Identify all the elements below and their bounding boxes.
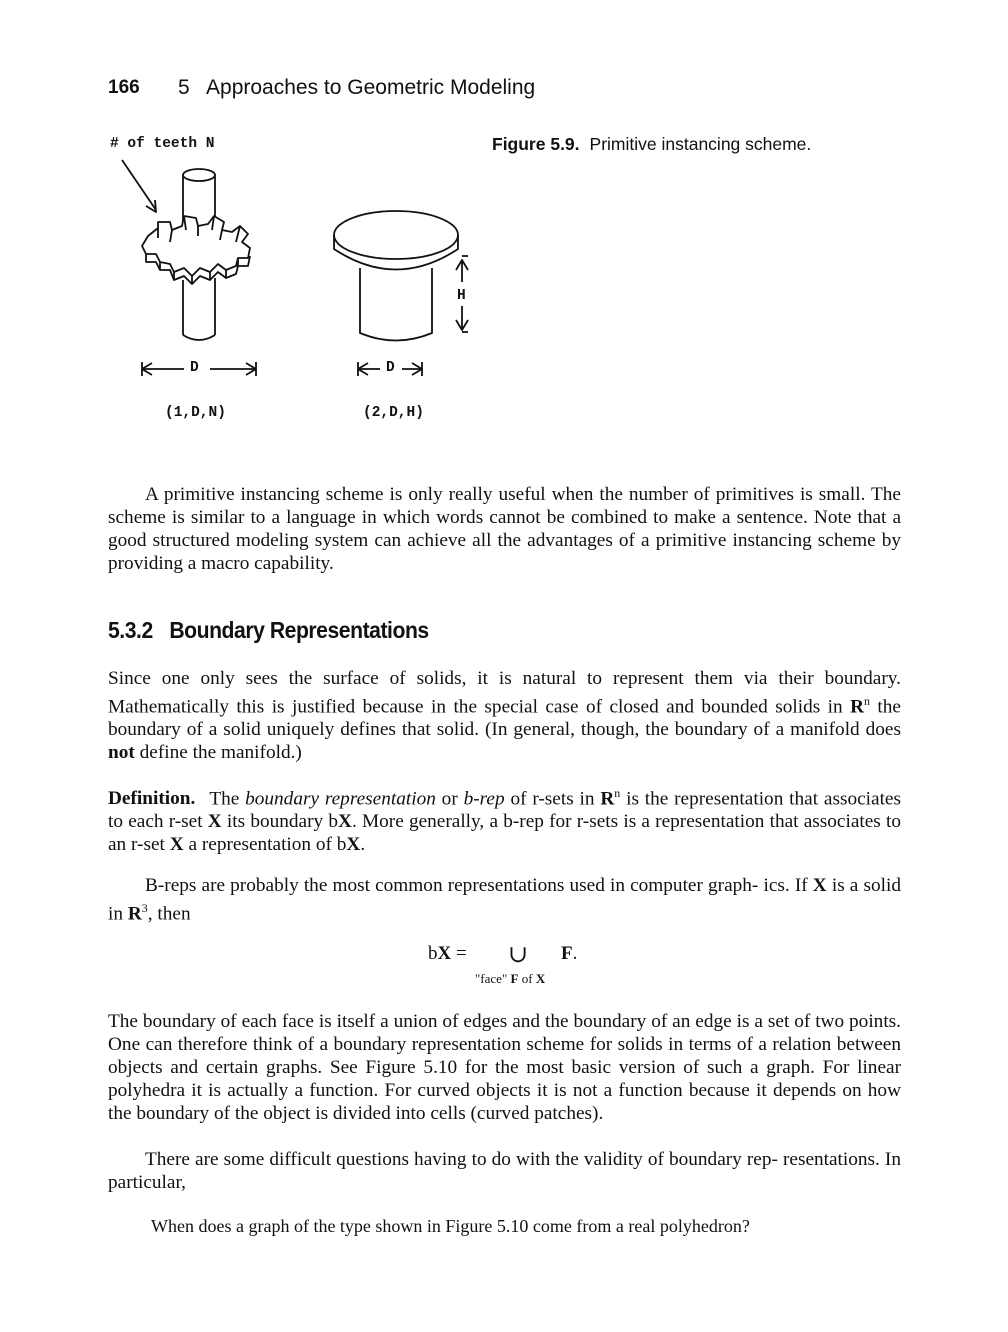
subscript-face: "face": [475, 971, 508, 986]
para2-text-b: the boundary of a solid uniquely defines that solid. (In general, though, the boundary of a manifold does: [108, 696, 901, 741]
definition-text: a representation of b: [183, 834, 347, 856]
section-heading: [108, 617, 429, 644]
math-three: 3: [141, 901, 148, 915]
math-X: X: [338, 811, 352, 833]
formula-equals: =: [451, 943, 467, 964]
math-R: R: [127, 903, 142, 925]
para2-text-a: Since one only sees the surface of solids, it is natural to represent them via their boundary. Mathematically this is justified because in the special case of closed and bounded solids in: [108, 668, 901, 718]
primitive-instancing-figure: [100, 150, 500, 390]
formula-subscript: [475, 971, 545, 987]
math-X: X: [812, 875, 827, 896]
cylinder-primitive: [334, 211, 458, 341]
section-number: 5.3.2: [108, 617, 153, 643]
para3-text-c: , then: [147, 903, 191, 925]
para2-bold-not: not: [108, 742, 135, 764]
union-symbol: ∪: [508, 942, 529, 968]
definition-block: [108, 782, 901, 856]
teeth-label: # of teeth N: [110, 136, 215, 152]
subscript-of: of: [518, 971, 536, 986]
chapter-title: 5 Approaches to Geometric Modeling: [178, 76, 536, 99]
paragraph-faces: [108, 1010, 901, 1125]
boundary-formula: [428, 943, 467, 965]
teeth-pointer-arrow: [122, 160, 156, 212]
formula-F: F: [561, 943, 573, 964]
paragraph-text: A primitive instancing scheme is only really useful when the number of primitives is small. The scheme is similar to a language in which words cannot be combined to make a sentence. Note that a good structured modeling system can achieve all the advantages of a primitive instancing scheme by providing a macro capability.: [108, 484, 901, 574]
subscript-F: F: [510, 971, 519, 986]
page-number: 166: [108, 77, 140, 98]
math-X: X: [169, 834, 184, 856]
gear-instance-label: (1,D,N): [165, 405, 226, 421]
paragraph-text: There are some difficult questions having to do with the validity of boundary rep- resentations. In particular,: [108, 1149, 901, 1193]
cylinder-instance-label: (2,D,H): [363, 405, 424, 421]
math-R: R: [600, 788, 615, 810]
paragraph-breps: [108, 874, 901, 925]
definition-text: The: [209, 788, 246, 810]
paragraph-boundary-intro: [108, 667, 901, 764]
figure-caption: [492, 134, 811, 155]
gear-d-dimension: [142, 362, 256, 376]
math-X: X: [207, 811, 222, 833]
definition-term-brep: boundary representation: [245, 788, 436, 810]
figure-caption-label: Figure 5.9.: [492, 134, 580, 154]
math-R: R: [850, 696, 864, 718]
subscript-X: X: [535, 971, 546, 986]
para3-text-a: B-reps are probably the most common representations used in computer graph- ics. If: [145, 875, 813, 896]
para3-text-b: is a solid in: [108, 875, 901, 925]
math-n: n: [614, 786, 621, 800]
paragraph-validity: [108, 1148, 901, 1194]
definition-text: .: [360, 834, 366, 856]
definition-text: or: [435, 788, 464, 810]
gear-primitive: [142, 169, 250, 340]
math-n: n: [864, 694, 870, 708]
gear-d-label: D: [190, 360, 199, 376]
definition-term-short: b-rep: [463, 788, 505, 810]
height-label: H: [457, 288, 466, 304]
formula-b: b: [428, 943, 438, 964]
formula-rhs: [561, 943, 577, 965]
cylinder-d-label: D: [386, 360, 395, 376]
para2-text-c: define the manifold.): [134, 742, 302, 764]
definition-text: of r-sets in: [504, 788, 601, 810]
definition-text: its boundary b: [221, 811, 339, 833]
math-X: X: [346, 834, 361, 856]
figure-caption-text: Primitive instancing scheme.: [589, 134, 812, 154]
formula-X: X: [437, 943, 452, 964]
definition-text: . More generally, a b-rep for r-sets is a representation that associates to an r-set: [108, 811, 901, 856]
formula-period: .: [572, 943, 578, 964]
paragraph-text: The boundary of each face is itself a union of edges and the boundary of an edge is a set of two points. One can therefore think of a boundary representation scheme for solids in terms of a relation between objects and certain graphs. See Figure 5.10 for the most basic version of such a graph. For linear polyhedra it is actually a function. For curved objects it is not a function because it depends on how the boundary of the object is divided into cells (curved patches).: [108, 1011, 901, 1124]
definition-text: is the representation that associates to each r-set: [108, 788, 901, 833]
paragraph-instancing: [108, 483, 901, 575]
question-line: When does a graph of the type shown in Figure 5.10 come from a real polyhedron?: [151, 1216, 750, 1236]
definition-label: Definition.: [108, 788, 196, 810]
section-title: Boundary Representations: [169, 617, 429, 643]
